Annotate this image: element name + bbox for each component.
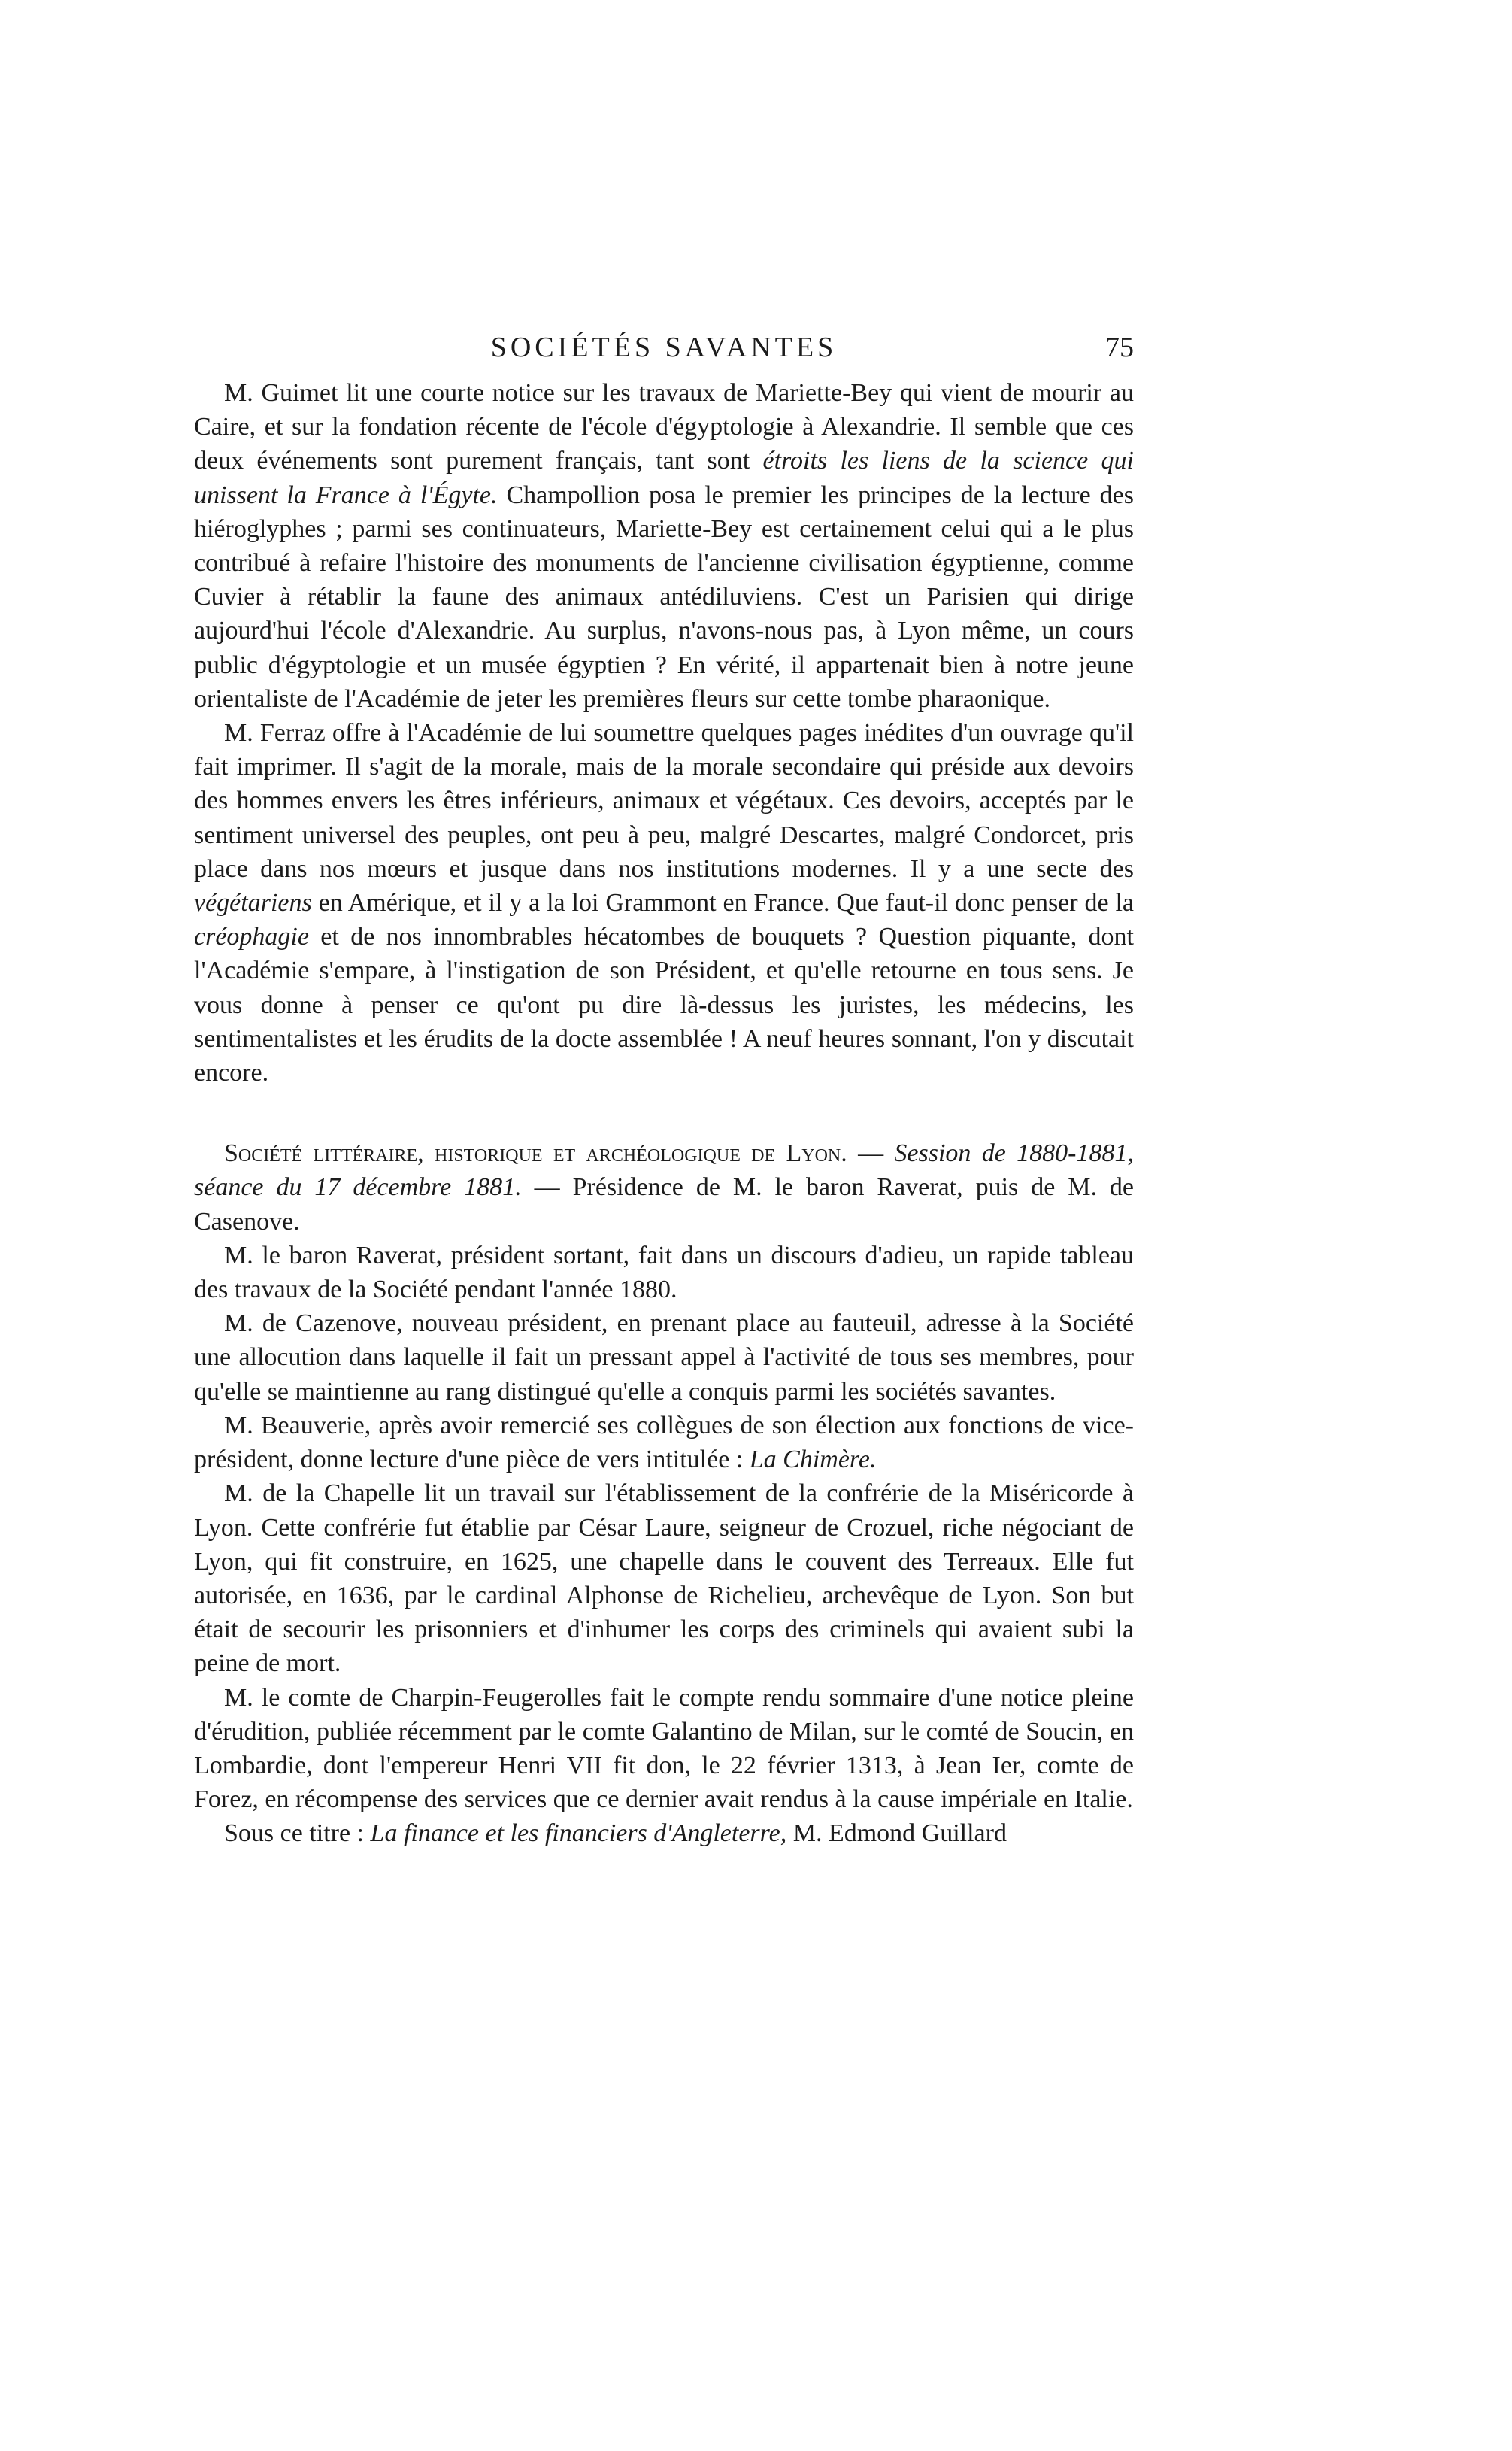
paragraph-ferraz: M. Ferraz offre à l'Académie de lui soumettre quelques pages inédites d'un ouvrage qu'il fait imprimer. Il s'agit de la morale, mais de la morale secondaire qui préside aux devoirs des hommes envers les êtres inférieurs, animaux et végétaux. Ces devoirs, acceptés par le sentiment universel des peuples, ont peu à peu, malgré Descartes, malgré Condorcet, pris place dans nos mœurs et jusque dans nos institutions modernes. Il y a une secte des végétariens en Amérique, et il y a la loi Grammont en France. Que faut-il donc penser de la créophagie et de nos innombrables hécatombes de bouquets ? Question piquante, dont l'Académie s'empare, à l'instigation de son Président, et qu'elle retourne en tous sens. Je vous donne à penser ce qu'ont pu dire là-dessus les juristes, les médecins, les sentimentalistes et les érudits de la docte assemblée ! A neuf heures sonnant, l'on y discutait encore. <box>194 719 1134 1087</box>
page-text <box>194 331 1134 1851</box>
page-number: 75 <box>1105 332 1134 363</box>
paragraph-charpin: M. le comte de Charpin-Feugerolles fait le compte rendu sommaire d'une notice pleine d'érudition, publiée récemment par le comte Galantino de Milan, sur le comté de Soucin, en Lombardie, dont l'empereur Henri VII fit don, le 22 février 1313, à Jean Ier, comte de Forez, en récompense des services que ce dernier avait rendus à la cause impériale en Italie. <box>194 1683 1134 1814</box>
paragraph-chapelle: M. de la Chapelle lit un travail sur l'établissement de la confrérie de la Miséricorde à Lyon. Cette confrérie fut établie par César Laure, seigneur de Crozuel, riche négociant de Lyon, qui fit construire, en 1625, une chapelle dans le couvent des Terreaux. Elle fut autorisée, en 1636, par le cardinal Alphonse de Richelieu, archevêque de Lyon. Son but était de secourir les prisonniers et d'inhumer les corps des criminels qui avaient subi la peine de mort. <box>194 1479 1134 1678</box>
running-head <box>194 331 1134 376</box>
running-title: SOCIÉTÉS SAVANTES <box>490 332 838 363</box>
section-heading: Société littéraire, historique et archéologique de Lyon. — Session de 1880-1881, séance du 17 décembre 1881. — Présidence de M. le baron Raverat, puis de M. de Casenove. <box>194 1139 1135 1236</box>
paragraph-guimet: M. Guimet lit une courte notice sur les travaux de Mariette-Bey qui vient de mourir au Caire, et sur la fondation récente de l'école d'égyptologie à Alexandrie. Il semble que ces deux événements sont purement français, tant sont étroits les liens de la science qui unissent la France à l'Égyte. Champollion posa le premier les principes de la lecture des hiéroglyphes ; parmi ses continuateurs, Mariette-Bey est certainement celui qui a le plus contribué à refaire l'histoire des monuments de l'ancienne civilisation égyptienne, comme Cuvier à rétablir la faune des animaux antédiluviens. C'est un Parisien qui dirige aujourd'hui l'école d'Alexandrie. Au surplus, n'avons-nous pas, à Lyon même, un cours public d'égyptologie et un musée égyptien ? En vérité, il appartenait bien à notre jeune orientaliste de l'Académie de jeter les premières fleurs sur cette tombe pharaonique. <box>194 379 1134 713</box>
session-date: Session de 1880-1881, séance du 17 décembre 1881. <box>194 1139 1134 1202</box>
paragraph-cazenove: M. de Cazenove, nouveau président, en prenant place au fauteuil, adresse à la Société une allocution dans laquelle il fait un pressant appel à l'activité de tous ses membres, pour qu'elle se maintienne au rang distingué qu'elle a conquis parmi les sociétés savantes. <box>194 1309 1134 1406</box>
paragraph-beauverie: M. Beauverie, après avoir remercié ses collègues de son élection aux fonctions de vice-président, donne lecture d'une pièce de vers intitulée : La Chimère. <box>194 1411 1134 1474</box>
paragraph-guillard: Sous ce titre : La finance et les financiers d'Angleterre, M. Edmond Guillard <box>224 1819 1007 1848</box>
paragraph-raverat: M. le baron Raverat, président sortant, fait dans un discours d'adieu, un rapide tableau des travaux de la Société pendant l'année 1880. <box>194 1241 1134 1304</box>
society-name: Société littéraire, historique et archéologique de Lyon. <box>224 1139 847 1168</box>
